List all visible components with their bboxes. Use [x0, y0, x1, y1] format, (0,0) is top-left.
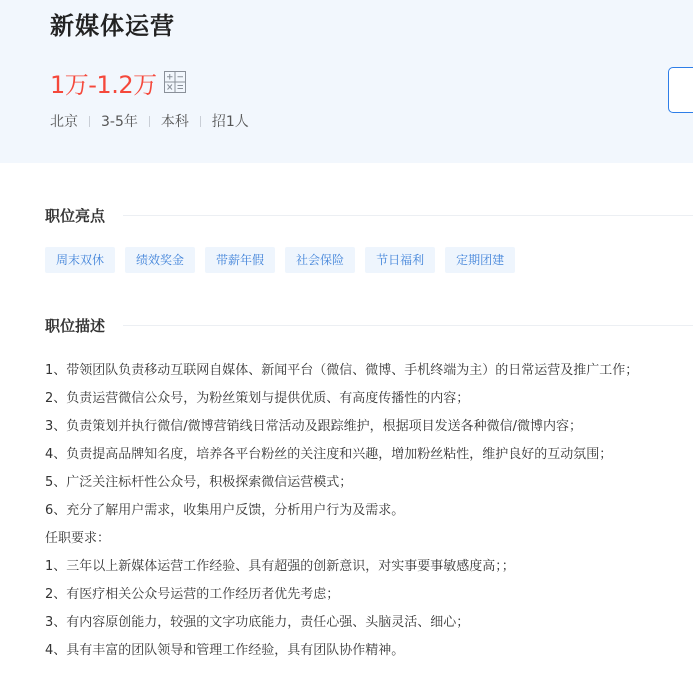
highlight-tag: 社会保险 [285, 247, 355, 273]
highlights-header [45, 204, 693, 226]
description-line: 4、具有丰富的团队领导和管理工作经验，具有团队协作精神。 [45, 643, 405, 658]
description-line: 1、三年以上新媒体运营工作经验、具有超强的创新意识，对实事要事敏感度高；； [45, 559, 515, 574]
description-line: 1、带领团队负责移动互联网自媒体、新闻平台（微信、微博、手机终端为主）的日常运营及推广工作； [45, 363, 639, 378]
description-line: 5、广泛关注标杆性公众号，积极探索微信运营模式； [45, 475, 353, 490]
highlight-tag: 周末双休 [45, 247, 115, 273]
job-experience: 3-5年 [101, 114, 138, 130]
job-title: 新媒体运营 [50, 12, 175, 40]
requirements-heading: 任职要求： [45, 531, 111, 546]
meta-divider [200, 116, 201, 127]
job-education: 本科 [160, 114, 189, 130]
highlight-tags [45, 247, 525, 273]
section-divider [123, 215, 693, 216]
meta-divider [149, 116, 150, 127]
highlights-title: 职位亮点 [45, 206, 106, 225]
description-line: 4、负责提高品牌知名度，培养各平台粉丝的关注度和兴趣，增加粉丝粘性，维护良好的互动氛围； [45, 447, 613, 462]
salary-row [50, 66, 187, 98]
job-headcount: 招1人 [211, 114, 249, 130]
description-header [45, 314, 693, 336]
description-line: 3、有内容原创能力，较强的文字功底能力，责任心强、头脑灵活、细心； [45, 615, 470, 630]
salary: 1万-1.2万 [50, 70, 157, 99]
apply-button[interactable] [668, 67, 693, 113]
job-city: 北京 [50, 114, 78, 130]
highlight-tag: 绩效奖金 [125, 247, 195, 273]
highlight-tag: 节日福利 [365, 247, 435, 273]
meta-divider [89, 116, 90, 127]
description-line: 3、负责策划并执行微信/微博营销线日常活动及跟踪维护，根据项目发送各种微信/微博内容； [45, 419, 583, 434]
highlight-tag: 带薪年假 [205, 247, 275, 273]
description-line: 2、负责运营微信公众号，为粉丝策划与提供优质、有高度传播性的内容； [45, 391, 470, 406]
description-line: 6、充分了解用户需求，收集用户反馈，分析用户行为及需求。 [45, 503, 405, 518]
job-header [0, 0, 693, 163]
highlight-tag: 定期团建 [445, 247, 515, 273]
section-divider [123, 325, 693, 326]
job-meta [50, 111, 249, 131]
description-line: 2、有医疗相关公众号运营的工作经历者优先考虑； [45, 587, 340, 602]
job-description [45, 357, 693, 665]
calculator-icon[interactable] [163, 70, 187, 94]
description-title: 职位描述 [45, 316, 106, 335]
